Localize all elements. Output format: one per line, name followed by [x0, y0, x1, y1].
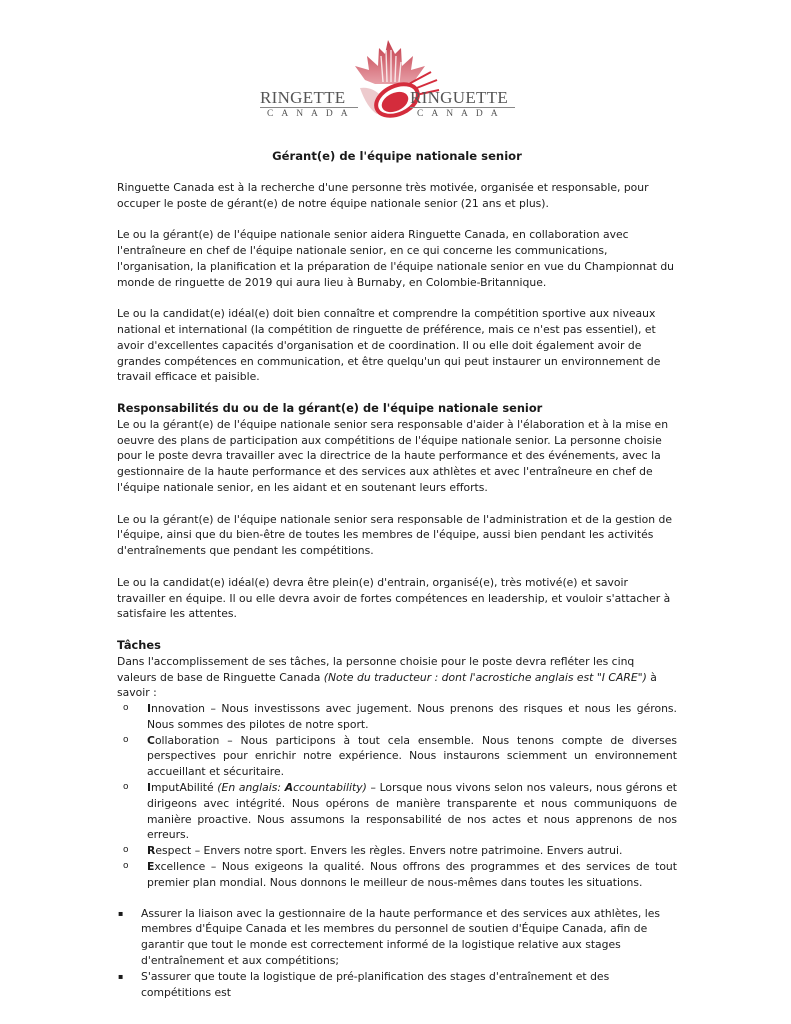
value-note-rest: ccountability) [293, 781, 367, 795]
value-item-innovation [117, 701, 677, 733]
square-bullet-icon: ▪ [118, 908, 124, 918]
value-item-excellence [117, 859, 677, 891]
tasks-intro [117, 654, 677, 701]
value-text: – Nous participons à tout cela ensemble. Nous tenons compte de diverses perspectives pour enrichir notre expérience. Nous instaurons sciemment un environnement accueillant et sécuritaire. [147, 733, 677, 779]
task-item [117, 969, 677, 1001]
logo-sub-right: CANADA [417, 109, 506, 119]
value-note-before: (En anglais: [213, 781, 285, 795]
value-text: – Nous exigeons la qualité. Nous offrons des programmes et des services de tout premier plan mondial. Nous donnons le meilleur de nous-mêmes dans toutes les situations. [147, 860, 677, 889]
value-note [214, 781, 367, 794]
circle-bullet-icon: o [123, 782, 129, 793]
translator-note: (Note du traducteur : dont l'acrostiche anglais est "I CARE") [323, 670, 647, 684]
intro-paragraph-1: Ringuette Canada est à la recherche d'une personne très motivée, organisée et responsable, pour occuper le poste de gérant(e) de notre équipe nationale senior (21 ans et plus). [117, 180, 649, 210]
square-bullet-icon: ▪ [118, 971, 124, 981]
responsibilities-paragraph-2: Le ou la gérant(e) de l'équipe nationale senior sera responsable de l'administration et de la gestion de l'équipe, ainsi que du bien-être de toutes les membres de l'équipe, aussi bien pendant les activités d'entraînements que pendant les compétitions. [117, 512, 673, 558]
value-name: xcellence [154, 860, 206, 874]
value-item-respect [117, 843, 677, 859]
value-text: – Envers notre sport. Envers les règles. Envers notre patrimoine. Envers autrui. [191, 844, 623, 858]
logo-sub-left: CANADA [267, 109, 356, 119]
tasks-heading: Tâches [117, 637, 161, 652]
value-item-imputabilite [117, 780, 677, 843]
circle-bullet-icon: o [123, 861, 129, 872]
circle-bullet-icon: o [123, 703, 129, 714]
value-initial: I [147, 702, 152, 716]
responsibilities-heading: Responsabilités du ou de la gérant(e) de l'équipe nationale senior [117, 400, 543, 415]
task-text: S'assurer que toute la logistique de pré-planification des stages d'entraînement et des compétitions est [141, 969, 610, 999]
tasks-intro-text: Dans l'accomplissement de ses tâches, la personne choisie pour le poste devra refléter les cinq valeurs de base de Ringuette Canada [117, 654, 635, 684]
intro-paragraph-2: Le ou la gérant(e) de l'équipe nationale senior aidera Ringuette Canada, en collaboration avec l'entraîneure en chef de l'équipe nationale senior, en ce qui concerne les communications, l'organisation, la planification et la préparation de l'équipe nationale senior en vue du Championnat du monde de ringuette de 2019 qui aura lieu à Burnaby, en Colombie-Britannique. [117, 228, 675, 289]
task-item [117, 906, 677, 969]
responsibilities-paragraph-1: Le ou la gérant(e) de l'équipe nationale senior sera responsable d'aider à l'élaboration et à la mise en oeuvre des plans de participation aux compétitions de l'équipe nationale senior. La personne choisie pour le poste devra travailler avec la directrice de la haute performance et des événements, avec la gestionnaire de la haute performance et des services aux athlètes et avec l'entraîneure en chef de l'équipe nationale senior, en les aidant et en soutenant leurs efforts. [117, 417, 669, 494]
value-name: espect [155, 844, 192, 858]
value-note-initial: A [284, 781, 294, 795]
tasks-list [117, 906, 677, 1001]
value-initial: C [147, 733, 155, 747]
value-text: – Nous investissons avec jugement. Nous prenons des risques et nous les gérons. Nous sommes des pilotes de notre sport. [147, 702, 677, 731]
logo-word-right: RINGUETTE [410, 88, 509, 107]
value-name: mputAbilité [151, 781, 214, 795]
value-item-collaboration [117, 733, 677, 780]
value-text: – Lorsque nous vivons selon nos valeurs, nous gérons et dirigeons avec intégrité. Nous opérons de manière transparente et nous communiquons de manière proactive. Nous assumons la responsabilité de nos actes et nous apprenons de nos erreurs. [147, 781, 677, 842]
logo-word-left: RINGETTE [260, 88, 346, 107]
core-values-list [117, 701, 677, 891]
value-name: ollaboration [154, 733, 220, 747]
responsibilities-paragraph-3: Le ou la candidat(e) idéal(e) devra être plein(e) d'entrain, organisé(e), très motivé(e) et savoir travailler en équipe. Il ou elle devra avoir de fortes compétences en leadership, et vouloir s'attacher à satisfaire les attentes. [117, 575, 671, 621]
value-initial: E [147, 860, 155, 874]
value-initial: R [147, 844, 156, 858]
document-body [117, 149, 677, 1000]
tasks-intro-end: à savoir : [117, 670, 657, 700]
task-text: Assurer la liaison avec la gestionnaire de la haute performance et des services aux athlètes, les membres d'Équipe Canada et les membres du personnel de soutien d'Équipe Canada, afin de garantir que tout le monde est correctement informé de la logistique relative aux stages d'entraînement et aux compétitions; [141, 906, 660, 968]
ringette-canada-logo [255, 36, 525, 126]
page-title: Gérant(e) de l'équipe nationale senior [272, 149, 522, 163]
circle-bullet-icon: o [123, 845, 129, 856]
circle-bullet-icon: o [123, 734, 129, 745]
intro-paragraph-3: Le ou la candidat(e) idéal(e) doit bien connaître et comprendre la compétition sportive aux niveaux national et international (la compétition de ringuette de préférence, mais ce n'est pas essentiel), et avoir d'excellentes capacités d'organisation et de coordination. Il ou elle doit également avoir de grandes compétences en communication, et être quelqu'un qui peut instaurer un environnement de travail efficace et paisible. [117, 307, 661, 384]
value-name: nnovation [151, 702, 206, 716]
value-initial: I [147, 781, 152, 795]
